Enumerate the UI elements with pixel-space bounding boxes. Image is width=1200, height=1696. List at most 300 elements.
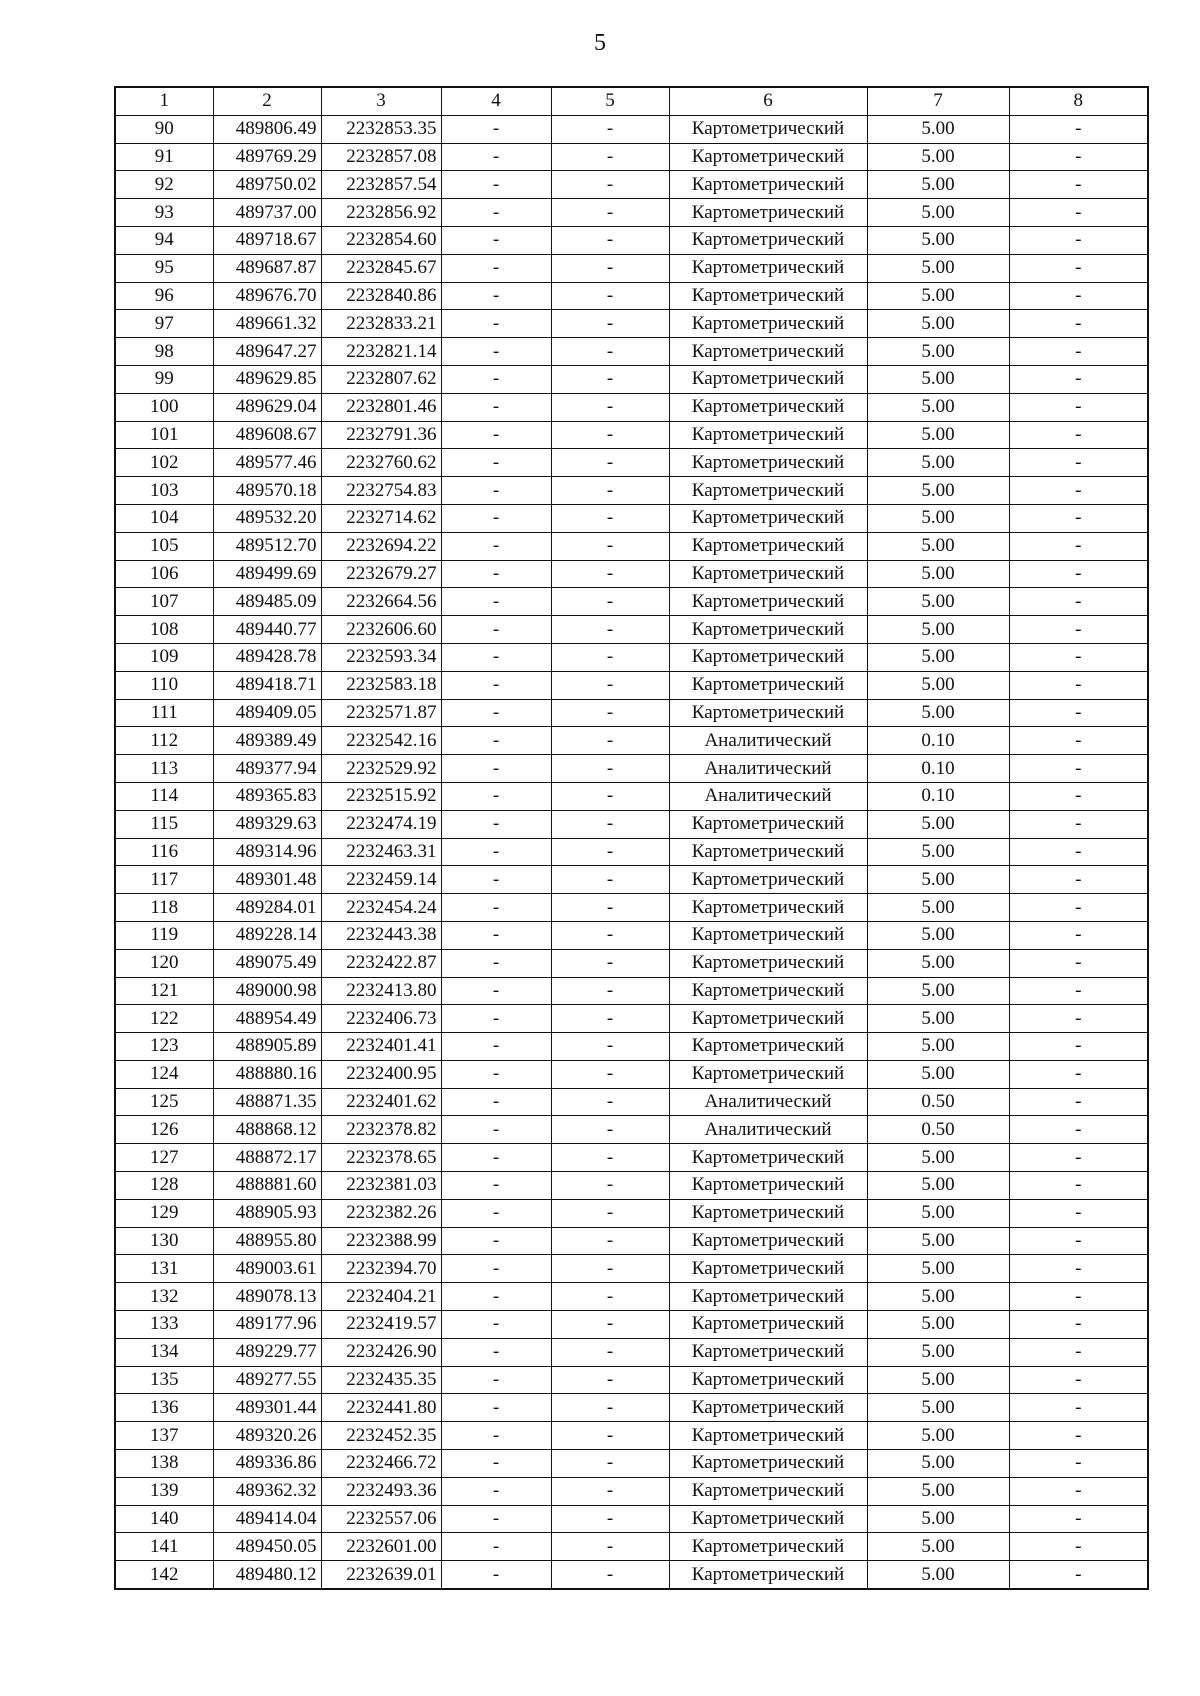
col-5-value-cell: - xyxy=(551,1033,669,1061)
point-number-cell: 118 xyxy=(115,894,213,922)
y-coordinate-cell: 2232419.57 xyxy=(321,1311,441,1339)
col-4-value-cell: - xyxy=(441,782,551,810)
col-header-3: 3 xyxy=(321,87,441,115)
method-cell: Аналитический xyxy=(669,727,867,755)
col-4-value-cell: - xyxy=(441,921,551,949)
col-5-value-cell: - xyxy=(551,115,669,143)
table-row xyxy=(115,588,1148,616)
method-cell: Картометрический xyxy=(669,254,867,282)
point-number-cell: 136 xyxy=(115,1394,213,1422)
y-coordinate-cell: 2232639.01 xyxy=(321,1561,441,1589)
y-coordinate-cell: 2232404.21 xyxy=(321,1283,441,1311)
col-5-value-cell: - xyxy=(551,1283,669,1311)
table-row xyxy=(115,699,1148,727)
y-coordinate-cell: 2232791.36 xyxy=(321,421,441,449)
col-5-value-cell: - xyxy=(551,894,669,922)
table-row xyxy=(115,477,1148,505)
x-coordinate-cell: 489485.09 xyxy=(213,588,321,616)
col-8-value-cell: - xyxy=(1009,671,1148,699)
col-8-value-cell: - xyxy=(1009,921,1148,949)
point-number-cell: 131 xyxy=(115,1255,213,1283)
table-row xyxy=(115,365,1148,393)
col-4-value-cell: - xyxy=(441,1283,551,1311)
col-4-value-cell: - xyxy=(441,1338,551,1366)
accuracy-cell: 5.00 xyxy=(867,1005,1009,1033)
col-8-value-cell: - xyxy=(1009,421,1148,449)
method-cell: Картометрический xyxy=(669,1450,867,1478)
col-header-2: 2 xyxy=(213,87,321,115)
method-cell: Картометрический xyxy=(669,1561,867,1589)
accuracy-cell: 0.10 xyxy=(867,755,1009,783)
col-4-value-cell: - xyxy=(441,143,551,171)
col-5-value-cell: - xyxy=(551,393,669,421)
col-4-value-cell: - xyxy=(441,838,551,866)
y-coordinate-cell: 2232801.46 xyxy=(321,393,441,421)
method-cell: Картометрический xyxy=(669,1505,867,1533)
accuracy-cell: 5.00 xyxy=(867,1283,1009,1311)
col-4-value-cell: - xyxy=(441,226,551,254)
col-4-value-cell: - xyxy=(441,1255,551,1283)
point-number-cell: 115 xyxy=(115,810,213,838)
point-number-cell: 125 xyxy=(115,1088,213,1116)
col-4-value-cell: - xyxy=(441,727,551,755)
method-cell: Аналитический xyxy=(669,755,867,783)
x-coordinate-cell: 489676.70 xyxy=(213,282,321,310)
col-8-value-cell: - xyxy=(1009,532,1148,560)
col-4-value-cell: - xyxy=(441,1227,551,1255)
point-number-cell: 134 xyxy=(115,1338,213,1366)
method-cell: Картометрический xyxy=(669,143,867,171)
point-number-cell: 107 xyxy=(115,588,213,616)
accuracy-cell: 5.00 xyxy=(867,1311,1009,1339)
table-row xyxy=(115,1561,1148,1589)
col-5-value-cell: - xyxy=(551,1505,669,1533)
point-number-cell: 123 xyxy=(115,1033,213,1061)
table-row xyxy=(115,1116,1148,1144)
col-4-value-cell: - xyxy=(441,977,551,1005)
accuracy-cell: 0.50 xyxy=(867,1116,1009,1144)
col-5-value-cell: - xyxy=(551,921,669,949)
method-cell: Картометрический xyxy=(669,532,867,560)
y-coordinate-cell: 2232381.03 xyxy=(321,1172,441,1200)
col-8-value-cell: - xyxy=(1009,838,1148,866)
method-cell: Картометрический xyxy=(669,1227,867,1255)
y-coordinate-cell: 2232853.35 xyxy=(321,115,441,143)
x-coordinate-cell: 489277.55 xyxy=(213,1366,321,1394)
col-5-value-cell: - xyxy=(551,1561,669,1589)
x-coordinate-cell: 488954.49 xyxy=(213,1005,321,1033)
x-coordinate-cell: 488880.16 xyxy=(213,1060,321,1088)
col-4-value-cell: - xyxy=(441,393,551,421)
table-row xyxy=(115,643,1148,671)
table-row xyxy=(115,449,1148,477)
accuracy-cell: 5.00 xyxy=(867,338,1009,366)
method-cell: Картометрический xyxy=(669,365,867,393)
y-coordinate-cell: 2232382.26 xyxy=(321,1199,441,1227)
accuracy-cell: 0.10 xyxy=(867,782,1009,810)
point-number-cell: 94 xyxy=(115,226,213,254)
x-coordinate-cell: 488905.89 xyxy=(213,1033,321,1061)
method-cell: Картометрический xyxy=(669,171,867,199)
y-coordinate-cell: 2232529.92 xyxy=(321,755,441,783)
x-coordinate-cell: 489177.96 xyxy=(213,1311,321,1339)
y-coordinate-cell: 2232571.87 xyxy=(321,699,441,727)
point-number-cell: 138 xyxy=(115,1450,213,1478)
y-coordinate-cell: 2232378.82 xyxy=(321,1116,441,1144)
accuracy-cell: 0.50 xyxy=(867,1088,1009,1116)
col-5-value-cell: - xyxy=(551,477,669,505)
point-number-cell: 141 xyxy=(115,1533,213,1561)
col-4-value-cell: - xyxy=(441,588,551,616)
y-coordinate-cell: 2232406.73 xyxy=(321,1005,441,1033)
method-cell: Картометрический xyxy=(669,1144,867,1172)
accuracy-cell: 5.00 xyxy=(867,894,1009,922)
y-coordinate-cell: 2232857.08 xyxy=(321,143,441,171)
page-number: 5 xyxy=(594,30,606,56)
col-8-value-cell: - xyxy=(1009,1283,1148,1311)
col-8-value-cell: - xyxy=(1009,393,1148,421)
method-cell: Картометрический xyxy=(669,1394,867,1422)
col-8-value-cell: - xyxy=(1009,1394,1148,1422)
col-4-value-cell: - xyxy=(441,1311,551,1339)
col-header-6: 6 xyxy=(669,87,867,115)
table-row xyxy=(115,866,1148,894)
point-number-cell: 109 xyxy=(115,643,213,671)
col-8-value-cell: - xyxy=(1009,1422,1148,1450)
col-4-value-cell: - xyxy=(441,1366,551,1394)
x-coordinate-cell: 489329.63 xyxy=(213,810,321,838)
table-row xyxy=(115,199,1148,227)
col-5-value-cell: - xyxy=(551,1005,669,1033)
col-4-value-cell: - xyxy=(441,1088,551,1116)
x-coordinate-cell: 489718.67 xyxy=(213,226,321,254)
col-4-value-cell: - xyxy=(441,1394,551,1422)
col-4-value-cell: - xyxy=(441,949,551,977)
table-row xyxy=(115,1005,1148,1033)
x-coordinate-cell: 489480.12 xyxy=(213,1561,321,1589)
point-number-cell: 91 xyxy=(115,143,213,171)
accuracy-cell: 5.00 xyxy=(867,365,1009,393)
x-coordinate-cell: 489377.94 xyxy=(213,755,321,783)
col-5-value-cell: - xyxy=(551,1477,669,1505)
table-row xyxy=(115,310,1148,338)
y-coordinate-cell: 2232679.27 xyxy=(321,560,441,588)
col-4-value-cell: - xyxy=(441,338,551,366)
col-5-value-cell: - xyxy=(551,1533,669,1561)
table-row xyxy=(115,894,1148,922)
accuracy-cell: 5.00 xyxy=(867,254,1009,282)
accuracy-cell: 5.00 xyxy=(867,616,1009,644)
accuracy-cell: 5.00 xyxy=(867,1533,1009,1561)
x-coordinate-cell: 489389.49 xyxy=(213,727,321,755)
col-8-value-cell: - xyxy=(1009,143,1148,171)
col-4-value-cell: - xyxy=(441,866,551,894)
point-number-cell: 121 xyxy=(115,977,213,1005)
y-coordinate-cell: 2232845.67 xyxy=(321,254,441,282)
col-4-value-cell: - xyxy=(441,1505,551,1533)
y-coordinate-cell: 2232388.99 xyxy=(321,1227,441,1255)
table-row xyxy=(115,421,1148,449)
col-8-value-cell: - xyxy=(1009,171,1148,199)
col-4-value-cell: - xyxy=(441,560,551,588)
col-8-value-cell: - xyxy=(1009,1227,1148,1255)
accuracy-cell: 5.00 xyxy=(867,1144,1009,1172)
col-5-value-cell: - xyxy=(551,504,669,532)
col-5-value-cell: - xyxy=(551,1338,669,1366)
table-row xyxy=(115,1533,1148,1561)
col-5-value-cell: - xyxy=(551,1394,669,1422)
col-8-value-cell: - xyxy=(1009,616,1148,644)
y-coordinate-cell: 2232583.18 xyxy=(321,671,441,699)
method-cell: Аналитический xyxy=(669,782,867,810)
x-coordinate-cell: 489737.00 xyxy=(213,199,321,227)
method-cell: Картометрический xyxy=(669,199,867,227)
y-coordinate-cell: 2232557.06 xyxy=(321,1505,441,1533)
table-row xyxy=(115,1450,1148,1478)
point-number-cell: 90 xyxy=(115,115,213,143)
accuracy-cell: 5.00 xyxy=(867,977,1009,1005)
accuracy-cell: 5.00 xyxy=(867,226,1009,254)
col-4-value-cell: - xyxy=(441,449,551,477)
col-4-value-cell: - xyxy=(441,1533,551,1561)
method-cell: Картометрический xyxy=(669,949,867,977)
col-8-value-cell: - xyxy=(1009,1561,1148,1589)
y-coordinate-cell: 2232426.90 xyxy=(321,1338,441,1366)
x-coordinate-cell: 489661.32 xyxy=(213,310,321,338)
col-8-value-cell: - xyxy=(1009,1144,1148,1172)
col-4-value-cell: - xyxy=(441,1116,551,1144)
col-4-value-cell: - xyxy=(441,1199,551,1227)
method-cell: Картометрический xyxy=(669,810,867,838)
y-coordinate-cell: 2232443.38 xyxy=(321,921,441,949)
method-cell: Картометрический xyxy=(669,1172,867,1200)
point-number-cell: 108 xyxy=(115,616,213,644)
col-8-value-cell: - xyxy=(1009,949,1148,977)
col-8-value-cell: - xyxy=(1009,782,1148,810)
method-cell: Аналитический xyxy=(669,1088,867,1116)
col-5-value-cell: - xyxy=(551,226,669,254)
table-row xyxy=(115,532,1148,560)
method-cell: Картометрический xyxy=(669,1366,867,1394)
x-coordinate-cell: 489806.49 xyxy=(213,115,321,143)
col-5-value-cell: - xyxy=(551,532,669,560)
x-coordinate-cell: 489687.87 xyxy=(213,254,321,282)
y-coordinate-cell: 2232694.22 xyxy=(321,532,441,560)
accuracy-cell: 5.00 xyxy=(867,1450,1009,1478)
col-5-value-cell: - xyxy=(551,1088,669,1116)
col-8-value-cell: - xyxy=(1009,894,1148,922)
x-coordinate-cell: 489577.46 xyxy=(213,449,321,477)
accuracy-cell: 5.00 xyxy=(867,1199,1009,1227)
col-5-value-cell: - xyxy=(551,1199,669,1227)
col-header-8: 8 xyxy=(1009,87,1148,115)
y-coordinate-cell: 2232807.62 xyxy=(321,365,441,393)
method-cell: Картометрический xyxy=(669,1060,867,1088)
col-8-value-cell: - xyxy=(1009,477,1148,505)
col-8-value-cell: - xyxy=(1009,1199,1148,1227)
x-coordinate-cell: 489629.85 xyxy=(213,365,321,393)
point-number-cell: 120 xyxy=(115,949,213,977)
method-cell: Картометрический xyxy=(669,1283,867,1311)
table-row xyxy=(115,1172,1148,1200)
x-coordinate-cell: 489284.01 xyxy=(213,894,321,922)
table-row xyxy=(115,1311,1148,1339)
accuracy-cell: 5.00 xyxy=(867,866,1009,894)
col-8-value-cell: - xyxy=(1009,643,1148,671)
x-coordinate-cell: 489301.48 xyxy=(213,866,321,894)
col-4-value-cell: - xyxy=(441,1561,551,1589)
col-4-value-cell: - xyxy=(441,1060,551,1088)
accuracy-cell: 5.00 xyxy=(867,1366,1009,1394)
col-5-value-cell: - xyxy=(551,254,669,282)
table-row xyxy=(115,616,1148,644)
col-4-value-cell: - xyxy=(441,1422,551,1450)
method-cell: Аналитический xyxy=(669,1116,867,1144)
x-coordinate-cell: 489362.32 xyxy=(213,1477,321,1505)
method-cell: Картометрический xyxy=(669,1338,867,1366)
x-coordinate-cell: 488868.12 xyxy=(213,1116,321,1144)
x-coordinate-cell: 489000.98 xyxy=(213,977,321,1005)
method-cell: Картометрический xyxy=(669,310,867,338)
col-4-value-cell: - xyxy=(441,1033,551,1061)
table-row xyxy=(115,782,1148,810)
accuracy-cell: 5.00 xyxy=(867,838,1009,866)
point-number-cell: 139 xyxy=(115,1477,213,1505)
x-coordinate-cell: 489532.20 xyxy=(213,504,321,532)
method-cell: Картометрический xyxy=(669,1005,867,1033)
y-coordinate-cell: 2232493.36 xyxy=(321,1477,441,1505)
table-row xyxy=(115,1366,1148,1394)
accuracy-cell: 5.00 xyxy=(867,671,1009,699)
x-coordinate-cell: 489608.67 xyxy=(213,421,321,449)
col-5-value-cell: - xyxy=(551,727,669,755)
y-coordinate-cell: 2232452.35 xyxy=(321,1422,441,1450)
col-8-value-cell: - xyxy=(1009,1005,1148,1033)
table-row xyxy=(115,115,1148,143)
x-coordinate-cell: 489320.26 xyxy=(213,1422,321,1450)
accuracy-cell: 5.00 xyxy=(867,421,1009,449)
accuracy-cell: 5.00 xyxy=(867,143,1009,171)
accuracy-cell: 5.00 xyxy=(867,449,1009,477)
col-4-value-cell: - xyxy=(441,171,551,199)
col-8-value-cell: - xyxy=(1009,449,1148,477)
accuracy-cell: 5.00 xyxy=(867,1033,1009,1061)
x-coordinate-cell: 489750.02 xyxy=(213,171,321,199)
col-5-value-cell: - xyxy=(551,1311,669,1339)
x-coordinate-cell: 489570.18 xyxy=(213,477,321,505)
table-row xyxy=(115,560,1148,588)
y-coordinate-cell: 2232840.86 xyxy=(321,282,441,310)
col-5-value-cell: - xyxy=(551,1366,669,1394)
col-8-value-cell: - xyxy=(1009,1366,1148,1394)
method-cell: Картометрический xyxy=(669,477,867,505)
point-number-cell: 127 xyxy=(115,1144,213,1172)
table-row xyxy=(115,171,1148,199)
col-4-value-cell: - xyxy=(441,532,551,560)
x-coordinate-cell: 489769.29 xyxy=(213,143,321,171)
col-8-value-cell: - xyxy=(1009,365,1148,393)
x-coordinate-cell: 489499.69 xyxy=(213,560,321,588)
table-row xyxy=(115,1199,1148,1227)
col-4-value-cell: - xyxy=(441,810,551,838)
point-number-cell: 97 xyxy=(115,310,213,338)
col-8-value-cell: - xyxy=(1009,115,1148,143)
point-number-cell: 137 xyxy=(115,1422,213,1450)
accuracy-cell: 5.00 xyxy=(867,1505,1009,1533)
col-8-value-cell: - xyxy=(1009,1088,1148,1116)
col-8-value-cell: - xyxy=(1009,560,1148,588)
accuracy-cell: 5.00 xyxy=(867,115,1009,143)
method-cell: Картометрический xyxy=(669,560,867,588)
y-coordinate-cell: 2232593.34 xyxy=(321,643,441,671)
method-cell: Картометрический xyxy=(669,1255,867,1283)
accuracy-cell: 5.00 xyxy=(867,477,1009,505)
col-8-value-cell: - xyxy=(1009,310,1148,338)
y-coordinate-cell: 2232857.54 xyxy=(321,171,441,199)
point-number-cell: 132 xyxy=(115,1283,213,1311)
method-cell: Картометрический xyxy=(669,838,867,866)
method-cell: Картометрический xyxy=(669,421,867,449)
method-cell: Картометрический xyxy=(669,1533,867,1561)
method-cell: Картометрический xyxy=(669,616,867,644)
col-4-value-cell: - xyxy=(441,894,551,922)
point-number-cell: 106 xyxy=(115,560,213,588)
point-number-cell: 114 xyxy=(115,782,213,810)
table-row xyxy=(115,921,1148,949)
col-4-value-cell: - xyxy=(441,199,551,227)
accuracy-cell: 5.00 xyxy=(867,810,1009,838)
col-4-value-cell: - xyxy=(441,282,551,310)
col-5-value-cell: - xyxy=(551,949,669,977)
method-cell: Картометрический xyxy=(669,115,867,143)
coordinates-table xyxy=(114,86,1149,1590)
accuracy-cell: 5.00 xyxy=(867,1060,1009,1088)
col-8-value-cell: - xyxy=(1009,1060,1148,1088)
col-5-value-cell: - xyxy=(551,755,669,783)
col-8-value-cell: - xyxy=(1009,810,1148,838)
table-row xyxy=(115,1422,1148,1450)
point-number-cell: 101 xyxy=(115,421,213,449)
col-5-value-cell: - xyxy=(551,782,669,810)
accuracy-cell: 5.00 xyxy=(867,921,1009,949)
col-8-value-cell: - xyxy=(1009,1172,1148,1200)
x-coordinate-cell: 489440.77 xyxy=(213,616,321,644)
method-cell: Картометрический xyxy=(669,1477,867,1505)
x-coordinate-cell: 489314.96 xyxy=(213,838,321,866)
method-cell: Картометрический xyxy=(669,1199,867,1227)
y-coordinate-cell: 2232606.60 xyxy=(321,616,441,644)
col-8-value-cell: - xyxy=(1009,1450,1148,1478)
col-header-7: 7 xyxy=(867,87,1009,115)
point-number-cell: 99 xyxy=(115,365,213,393)
method-cell: Картометрический xyxy=(669,699,867,727)
accuracy-cell: 5.00 xyxy=(867,699,1009,727)
method-cell: Картометрический xyxy=(669,671,867,699)
x-coordinate-cell: 488881.60 xyxy=(213,1172,321,1200)
y-coordinate-cell: 2232394.70 xyxy=(321,1255,441,1283)
col-5-value-cell: - xyxy=(551,616,669,644)
accuracy-cell: 0.10 xyxy=(867,727,1009,755)
col-5-value-cell: - xyxy=(551,838,669,866)
point-number-cell: 111 xyxy=(115,699,213,727)
y-coordinate-cell: 2232413.80 xyxy=(321,977,441,1005)
point-number-cell: 126 xyxy=(115,1116,213,1144)
point-number-cell: 122 xyxy=(115,1005,213,1033)
method-cell: Картометрический xyxy=(669,643,867,671)
col-5-value-cell: - xyxy=(551,699,669,727)
col-5-value-cell: - xyxy=(551,1172,669,1200)
col-5-value-cell: - xyxy=(551,199,669,227)
